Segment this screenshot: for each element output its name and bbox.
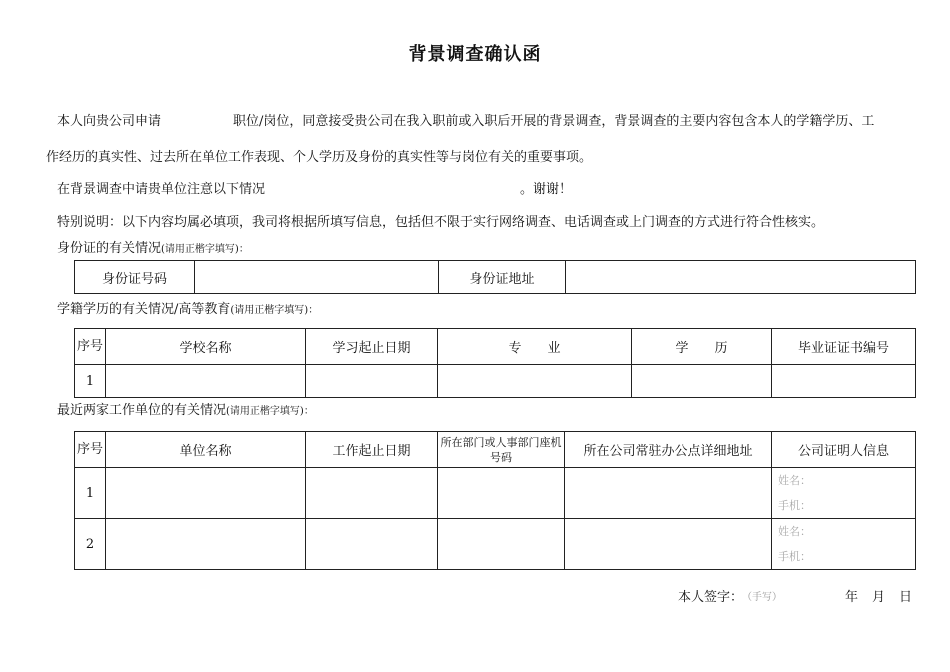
work-row2-phone-field[interactable] xyxy=(438,519,565,570)
work-row1-reference-field[interactable] xyxy=(772,468,916,519)
edu-header-school: 学校名称 xyxy=(106,329,306,365)
id-no-label: 身份证号码 xyxy=(75,261,195,294)
date-day: 日 xyxy=(899,590,913,605)
edu-section-heading xyxy=(57,298,318,317)
reference-phone-label: 手机： xyxy=(778,550,811,563)
work-header-reference: 公司证明人信息 xyxy=(772,432,916,468)
work-row1-company-field[interactable] xyxy=(106,468,306,519)
work-row2-dates-field[interactable] xyxy=(306,519,438,570)
id-no-field[interactable] xyxy=(195,261,439,294)
edu-school-field[interactable] xyxy=(106,365,306,398)
edu-header-major: 专 业 xyxy=(438,329,632,365)
work-header-dept-phone: 所在部门或人事部门座机号码 xyxy=(438,432,565,468)
reference-name-label: 姓名： xyxy=(778,474,811,487)
edu-heading-text: 学籍学历的有关情况/高等教育 xyxy=(57,302,231,317)
work-section-heading xyxy=(57,399,314,418)
intro-line1-a: 本人向贵公司申请 xyxy=(57,114,162,129)
work-table xyxy=(74,431,916,570)
intro-line2: 作经历的真实性、过去所在单位工作表现、个人学历及身份的真实性等与岗位有关的重要事项。 xyxy=(46,150,593,165)
id-section-heading xyxy=(57,237,249,256)
work-row1-address-field[interactable] xyxy=(565,468,772,519)
work-row2-address-field[interactable] xyxy=(565,519,772,570)
edu-header-degree: 学 历 xyxy=(632,329,772,365)
work-heading-note: (请用正楷字填写)： xyxy=(226,406,314,417)
reference-phone-label: 手机： xyxy=(778,499,811,512)
edu-degree-field[interactable] xyxy=(632,365,772,398)
page-title: 背景调查确认函 xyxy=(408,44,542,65)
intro-line3-a: 在背景调查中请贵单位注意以下情况 xyxy=(57,182,266,197)
work-header-office-address: 所在公司常驻办公点详细地址 xyxy=(565,432,772,468)
edu-cert-field[interactable] xyxy=(772,365,916,398)
edu-row-seq: 1 xyxy=(75,365,106,398)
date-year: 年 xyxy=(845,590,859,605)
work-header-seq: 序号 xyxy=(75,432,106,468)
signature-hint: （手写） xyxy=(742,592,782,603)
intro-line3-b: 。谢谢！ xyxy=(520,182,573,197)
work-row1-dates-field[interactable] xyxy=(306,468,438,519)
id-heading-note: (请用正楷字填写)： xyxy=(161,244,249,255)
work-header-dates: 工作起止日期 xyxy=(306,432,438,468)
work-row2-seq: 2 xyxy=(75,519,106,570)
work-header-company: 单位名称 xyxy=(106,432,306,468)
edu-header-dates: 学习起止日期 xyxy=(306,329,438,365)
id-table xyxy=(74,260,916,294)
edu-header-cert-no: 毕业证证书编号 xyxy=(772,329,916,365)
work-heading-text: 最近两家工作单位的有关情况 xyxy=(57,403,227,418)
edu-header-seq: 序号 xyxy=(75,329,106,365)
date-month: 月 xyxy=(872,590,886,605)
edu-major-field[interactable] xyxy=(438,365,632,398)
edu-table xyxy=(74,328,916,398)
edu-dates-field[interactable] xyxy=(306,365,438,398)
special-note: 特别说明：以下内容均属必填项，我司将根据所填写信息，包括但不限于实行网络调查、电话调查或上门调查的方式进行符合性核实。 xyxy=(57,215,825,230)
id-addr-label: 身份证地址 xyxy=(439,261,566,294)
reference-name-label: 姓名： xyxy=(778,525,811,538)
work-row2-company-field[interactable] xyxy=(106,519,306,570)
work-row2-reference-field[interactable] xyxy=(772,519,916,570)
signature-label: 本人签字： xyxy=(678,590,744,605)
work-row1-seq: 1 xyxy=(75,468,106,519)
work-row1-phone-field[interactable] xyxy=(438,468,565,519)
intro-line1-b: 职位/岗位，同意接受贵公司在我入职前或入职后开展的背景调查，背景调查的主要内容包含本人的学籍学历、工 xyxy=(233,114,875,129)
id-addr-field[interactable] xyxy=(566,261,916,294)
edu-heading-note: (请用正楷字填写)： xyxy=(230,305,319,316)
id-heading-text: 身份证的有关情况 xyxy=(57,241,162,256)
